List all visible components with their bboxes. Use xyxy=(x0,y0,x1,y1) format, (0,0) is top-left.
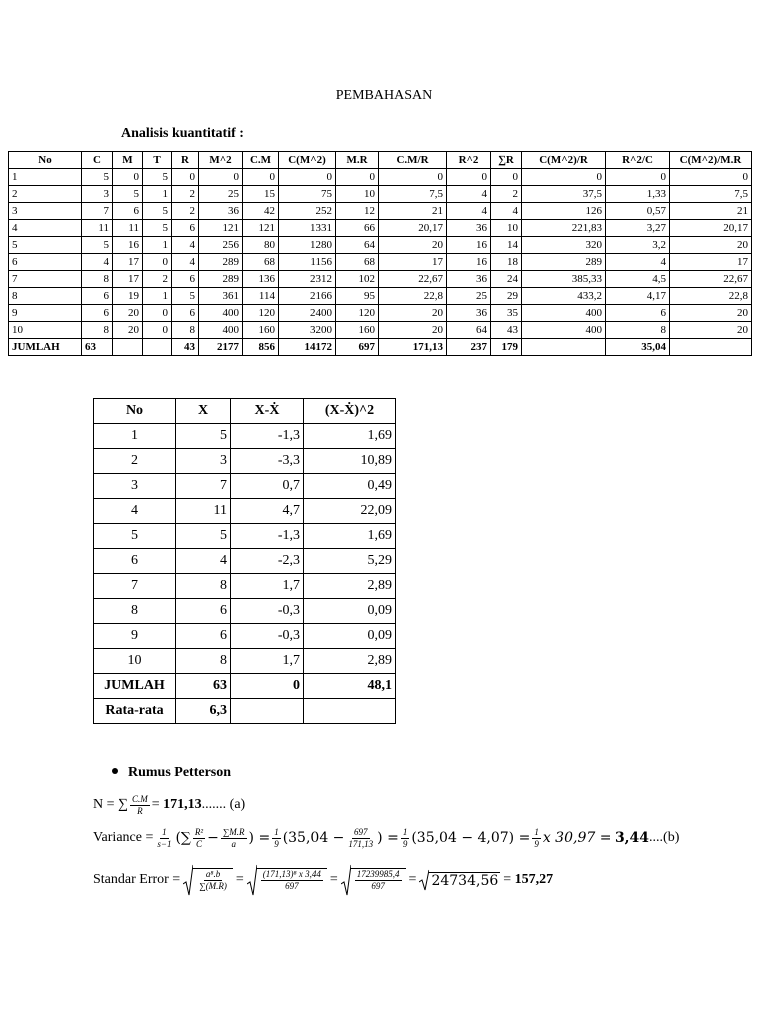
table-cell: 43 xyxy=(172,339,199,356)
table-cell: 11 xyxy=(82,220,113,237)
table-header-row xyxy=(94,399,396,424)
table-row xyxy=(9,254,752,271)
column-header: C(M^2)/M.R xyxy=(670,152,752,169)
table-cell: 3200 xyxy=(279,322,336,339)
table-row xyxy=(94,649,396,674)
table-cell xyxy=(113,339,143,356)
table-cell: 20 xyxy=(670,237,752,254)
table-row xyxy=(9,237,752,254)
table-cell: 5 xyxy=(143,220,172,237)
table-cell: 0 xyxy=(522,169,606,186)
table-cell: 0,09 xyxy=(304,624,396,649)
table-cell: 5 xyxy=(82,169,113,186)
table-cell: 400 xyxy=(522,305,606,322)
table-cell: 0,09 xyxy=(304,599,396,624)
table-cell: 6 xyxy=(176,624,231,649)
table-row xyxy=(94,549,396,574)
table-cell: 22,8 xyxy=(670,288,752,305)
table-cell: 0,7 xyxy=(231,474,304,499)
table-cell: 16 xyxy=(113,237,143,254)
table-cell: 5 xyxy=(172,288,199,305)
table-cell: 11 xyxy=(113,220,143,237)
sqrt-icon: 24734,56 xyxy=(419,869,500,891)
table-cell: 48,1 xyxy=(304,674,396,699)
table-cell: 36 xyxy=(199,203,243,220)
table-row xyxy=(94,574,396,599)
table-cell: 8 xyxy=(606,322,670,339)
table-cell: 9 xyxy=(9,305,82,322)
table-cell: 14172 xyxy=(279,339,336,356)
table-cell: 0 xyxy=(231,674,304,699)
table-cell: -3,3 xyxy=(231,449,304,474)
table-cell: 17 xyxy=(113,254,143,271)
table-row xyxy=(94,524,396,549)
table-header-row xyxy=(9,152,752,169)
table-cell: 121 xyxy=(199,220,243,237)
table-cell: 6 xyxy=(172,305,199,322)
table-cell: JUMLAH xyxy=(94,674,176,699)
table-cell: 5 xyxy=(143,169,172,186)
table-cell: 7 xyxy=(9,271,82,288)
sqrt-icon: $\frac{\text{(171,13)⁸ x 3,44}}{697}$ xyxy=(247,864,327,896)
table-cell: 2400 xyxy=(279,305,336,322)
table-cell: 5 xyxy=(113,186,143,203)
table-cell: 19 xyxy=(113,288,143,305)
table-cell: 0,49 xyxy=(304,474,396,499)
table-cell: 120 xyxy=(336,305,379,322)
table-cell: 20 xyxy=(670,305,752,322)
table-cell: 6 xyxy=(172,271,199,288)
table-cell: 6 xyxy=(606,305,670,322)
table-cell: 400 xyxy=(199,322,243,339)
table-row xyxy=(9,169,752,186)
table-cell: 0 xyxy=(491,169,522,186)
table-cell: 5 xyxy=(176,424,231,449)
table-cell: 8 xyxy=(82,322,113,339)
table-cell: 400 xyxy=(522,322,606,339)
column-header: C(M^2)/R xyxy=(522,152,606,169)
table-cell: JUMLAH xyxy=(9,339,82,356)
table-cell: 4 xyxy=(9,220,82,237)
table-cell: 7 xyxy=(82,203,113,220)
table-cell: 4,5 xyxy=(606,271,670,288)
table-cell: 29 xyxy=(491,288,522,305)
table-cell: 102 xyxy=(336,271,379,288)
bullet-icon xyxy=(112,768,118,774)
quantitative-analysis-table xyxy=(8,151,752,356)
table-row xyxy=(9,288,752,305)
table-cell: 0 xyxy=(113,169,143,186)
table-cell: 2 xyxy=(143,271,172,288)
table-row xyxy=(9,305,752,322)
table-cell: 17 xyxy=(379,254,447,271)
table-cell: 20,17 xyxy=(379,220,447,237)
deviation-table xyxy=(93,398,396,724)
table-cell: 160 xyxy=(243,322,279,339)
table-cell: 75 xyxy=(279,186,336,203)
table-cell: 1 xyxy=(9,169,82,186)
table-cell: 8 xyxy=(176,649,231,674)
table-cell: 20 xyxy=(379,237,447,254)
table-cell: 1,7 xyxy=(231,649,304,674)
table-cell: 7 xyxy=(94,574,176,599)
table-cell: 289 xyxy=(199,254,243,271)
table-cell: -1,3 xyxy=(231,524,304,549)
table-cell: 1156 xyxy=(279,254,336,271)
table-cell: 20 xyxy=(113,305,143,322)
table-cell: 114 xyxy=(243,288,279,305)
table-cell: 433,2 xyxy=(522,288,606,305)
column-header: C.M/R xyxy=(379,152,447,169)
table-cell: 3 xyxy=(82,186,113,203)
page-title: PEMBAHASAN xyxy=(335,88,433,103)
table-cell: 42 xyxy=(243,203,279,220)
column-header: C(M^2) xyxy=(279,152,336,169)
table-cell: 25 xyxy=(199,186,243,203)
table-cell: 4 xyxy=(447,203,491,220)
table-cell: 3,27 xyxy=(606,220,670,237)
table-cell: 63 xyxy=(82,339,113,356)
table-cell: 179 xyxy=(491,339,522,356)
table-row xyxy=(9,322,752,339)
table-cell: 256 xyxy=(199,237,243,254)
table-cell: 17 xyxy=(670,254,752,271)
table-cell: 1,33 xyxy=(606,186,670,203)
table-row xyxy=(9,186,752,203)
table-row xyxy=(94,499,396,524)
table-cell: 7 xyxy=(176,474,231,499)
table-cell: 4 xyxy=(172,237,199,254)
column-header: X xyxy=(176,399,231,424)
table-cell: 5 xyxy=(82,237,113,254)
table-cell: 221,83 xyxy=(522,220,606,237)
section-subtitle: Analisis kuantitatif : xyxy=(121,126,244,141)
table-cell: 5 xyxy=(176,524,231,549)
table-cell: 2 xyxy=(94,449,176,474)
table-cell: 10 xyxy=(94,649,176,674)
total-row xyxy=(9,339,752,356)
table-cell: 121 xyxy=(243,220,279,237)
table-cell: 6 xyxy=(113,203,143,220)
formula-variance: Variance = $\frac{1}{s-1}$ (∑ $\frac{\text{R²}}{C}$ − $\frac{\sum M.R}{a}$ ) = $\frac{1}{9}$ (35,04 − $\frac{697}{171,13}$ ) = $\frac{1}{9}$ (35,04 − 4,07) = $\frac{1}{9}$ x 30,97 = 3,44 ....(b) xyxy=(93,826,680,849)
fraction: $\frac{C.M}{R}$ xyxy=(132,793,148,816)
table-cell xyxy=(304,699,396,724)
table-cell: 21 xyxy=(670,203,752,220)
table-cell: 20 xyxy=(670,322,752,339)
table-cell: -0,3 xyxy=(231,599,304,624)
table-cell: 37,5 xyxy=(522,186,606,203)
table-row xyxy=(9,203,752,220)
table-cell: 0 xyxy=(143,322,172,339)
table-cell: 1331 xyxy=(279,220,336,237)
table-cell: 3 xyxy=(94,474,176,499)
table-cell: 21 xyxy=(379,203,447,220)
table-cell xyxy=(522,339,606,356)
table-cell: 2 xyxy=(9,186,82,203)
table-cell: 18 xyxy=(491,254,522,271)
table-cell: 2 xyxy=(172,186,199,203)
table-cell: 2,89 xyxy=(304,649,396,674)
table-cell: 10,89 xyxy=(304,449,396,474)
table-cell: 6 xyxy=(9,254,82,271)
table-cell: 3 xyxy=(9,203,82,220)
table-row xyxy=(94,599,396,624)
table-cell: 63 xyxy=(176,674,231,699)
table-cell: 0 xyxy=(379,169,447,186)
table-cell: 7,5 xyxy=(379,186,447,203)
table-cell: 136 xyxy=(243,271,279,288)
table-cell: 385,33 xyxy=(522,271,606,288)
table-cell: 80 xyxy=(243,237,279,254)
mean-row xyxy=(94,699,396,724)
column-header: (X-Ẋ)^2 xyxy=(304,399,396,424)
table-cell: 0 xyxy=(143,305,172,322)
table-cell: 6,3 xyxy=(176,699,231,724)
table-cell: 0 xyxy=(172,169,199,186)
table-cell: 20 xyxy=(113,322,143,339)
table-cell: 25 xyxy=(447,288,491,305)
column-header: ∑R xyxy=(491,152,522,169)
table-cell: 10 xyxy=(9,322,82,339)
table-cell: 8 xyxy=(9,288,82,305)
table-cell: 11 xyxy=(176,499,231,524)
table-cell: 4 xyxy=(82,254,113,271)
table-cell: 1 xyxy=(94,424,176,449)
table-cell: 22,09 xyxy=(304,499,396,524)
table-cell: 10 xyxy=(491,220,522,237)
table-cell: 0 xyxy=(447,169,491,186)
table-cell: 2 xyxy=(172,203,199,220)
table-cell: 120 xyxy=(243,305,279,322)
table-cell: 361 xyxy=(199,288,243,305)
table-cell: 24 xyxy=(491,271,522,288)
sqrt-icon: $\frac{17239985,4}{697}$ xyxy=(341,864,406,896)
table-cell: 5,29 xyxy=(304,549,396,574)
column-header: C.M xyxy=(243,152,279,169)
table-cell: 2,89 xyxy=(304,574,396,599)
table-cell: 4 xyxy=(94,499,176,524)
column-header: X-Ẋ xyxy=(231,399,304,424)
table-cell: 0 xyxy=(606,169,670,186)
table-cell: 5 xyxy=(9,237,82,254)
table-cell: 68 xyxy=(336,254,379,271)
table-cell: 252 xyxy=(279,203,336,220)
table-cell: 16 xyxy=(447,237,491,254)
table-cell: 126 xyxy=(522,203,606,220)
table-cell: 697 xyxy=(336,339,379,356)
table-cell: 9 xyxy=(94,624,176,649)
table-cell: 6 xyxy=(82,288,113,305)
table-cell: 289 xyxy=(522,254,606,271)
column-header: R^2/C xyxy=(606,152,670,169)
table-cell: 4 xyxy=(447,186,491,203)
table-cell: 2312 xyxy=(279,271,336,288)
table-cell: 320 xyxy=(522,237,606,254)
table-cell: 14 xyxy=(491,237,522,254)
table-row xyxy=(94,424,396,449)
formula-heading: Rumus Petterson xyxy=(112,765,231,781)
column-header: No xyxy=(9,152,82,169)
table-cell: 1 xyxy=(143,288,172,305)
column-header: R xyxy=(172,152,199,169)
table-cell xyxy=(231,699,304,724)
table-cell: 6 xyxy=(82,305,113,322)
table-cell: 160 xyxy=(336,322,379,339)
table-cell: 64 xyxy=(336,237,379,254)
table-cell: 16 xyxy=(447,254,491,271)
table-cell: 3 xyxy=(176,449,231,474)
column-header: M.R xyxy=(336,152,379,169)
table-cell: -0,3 xyxy=(231,624,304,649)
table-cell: 1,7 xyxy=(231,574,304,599)
table-cell: 1 xyxy=(143,237,172,254)
column-header: R^2 xyxy=(447,152,491,169)
table-cell: -2,3 xyxy=(231,549,304,574)
table-cell: 17 xyxy=(113,271,143,288)
table-cell: 7,5 xyxy=(670,186,752,203)
table-cell: 5 xyxy=(143,203,172,220)
table-row xyxy=(9,220,752,237)
column-header: M^2 xyxy=(199,152,243,169)
table-row xyxy=(94,449,396,474)
sqrt-icon: $\frac{\text{a⁸.b}}{\sum(M.R)}$ xyxy=(183,864,233,896)
table-cell: 22,67 xyxy=(379,271,447,288)
table-cell: 8 xyxy=(82,271,113,288)
table-cell: 171,13 xyxy=(379,339,447,356)
formula-standard-error: Standar Error = $\frac{\text{a⁸.b}}{\sum(M.R)}$ = $\frac{\text{(171,13)⁸ x 3,44}}{697}$ = $\frac{17239985,4}{697}$ = 24734,56 = 157,27 xyxy=(93,862,553,898)
table-cell: 1280 xyxy=(279,237,336,254)
table-cell: 4 xyxy=(491,203,522,220)
table-cell xyxy=(670,339,752,356)
table-cell: 4 xyxy=(606,254,670,271)
table-cell: 36 xyxy=(447,305,491,322)
table-cell: 856 xyxy=(243,339,279,356)
formula-n: N = ∑ $\frac{C.M}{R}$ = 171,13 ....... (a) xyxy=(93,793,246,816)
table-cell: 2177 xyxy=(199,339,243,356)
table-cell: 1 xyxy=(143,186,172,203)
table-cell: 35 xyxy=(491,305,522,322)
table-cell: 2166 xyxy=(279,288,336,305)
table-cell: 68 xyxy=(243,254,279,271)
table-cell: 8 xyxy=(94,599,176,624)
table-cell xyxy=(143,339,172,356)
table-cell: 36 xyxy=(447,271,491,288)
table-cell: 1,69 xyxy=(304,524,396,549)
table-cell: 6 xyxy=(94,549,176,574)
table-row xyxy=(94,474,396,499)
table-cell: 8 xyxy=(176,574,231,599)
table-cell: 6 xyxy=(172,220,199,237)
table-cell: 35,04 xyxy=(606,339,670,356)
table-cell: 0 xyxy=(670,169,752,186)
table-cell: 22,8 xyxy=(379,288,447,305)
table-cell: 5 xyxy=(94,524,176,549)
table-cell: 64 xyxy=(447,322,491,339)
table-cell: 237 xyxy=(447,339,491,356)
table-cell: 95 xyxy=(336,288,379,305)
table-cell: 0 xyxy=(279,169,336,186)
table-cell: 20 xyxy=(379,322,447,339)
table-cell: 1,69 xyxy=(304,424,396,449)
table-cell: 10 xyxy=(336,186,379,203)
table-cell: 22,67 xyxy=(670,271,752,288)
column-header: C xyxy=(82,152,113,169)
table-cell: 20 xyxy=(379,305,447,322)
table-cell: 0,57 xyxy=(606,203,670,220)
table-cell: 0 xyxy=(336,169,379,186)
table-cell: 8 xyxy=(172,322,199,339)
table-cell: 66 xyxy=(336,220,379,237)
table-cell: 4 xyxy=(176,549,231,574)
table-cell: Rata-rata xyxy=(94,699,176,724)
table-cell: 289 xyxy=(199,271,243,288)
table-cell: 43 xyxy=(491,322,522,339)
table-cell: 6 xyxy=(176,599,231,624)
table-cell: 4,17 xyxy=(606,288,670,305)
table-cell: 4,7 xyxy=(231,499,304,524)
table-row xyxy=(94,624,396,649)
table-cell: 4 xyxy=(172,254,199,271)
column-header: No xyxy=(94,399,176,424)
table-cell: 12 xyxy=(336,203,379,220)
table-cell: 3,2 xyxy=(606,237,670,254)
table-cell: 2 xyxy=(491,186,522,203)
table-row xyxy=(9,271,752,288)
column-header: M xyxy=(113,152,143,169)
table-cell: 0 xyxy=(199,169,243,186)
table-cell: 0 xyxy=(243,169,279,186)
table-cell: 15 xyxy=(243,186,279,203)
table-cell: -1,3 xyxy=(231,424,304,449)
table-cell: 0 xyxy=(143,254,172,271)
table-cell: 20,17 xyxy=(670,220,752,237)
column-header: T xyxy=(143,152,172,169)
table-cell: 400 xyxy=(199,305,243,322)
total-row xyxy=(94,674,396,699)
table-cell: 36 xyxy=(447,220,491,237)
